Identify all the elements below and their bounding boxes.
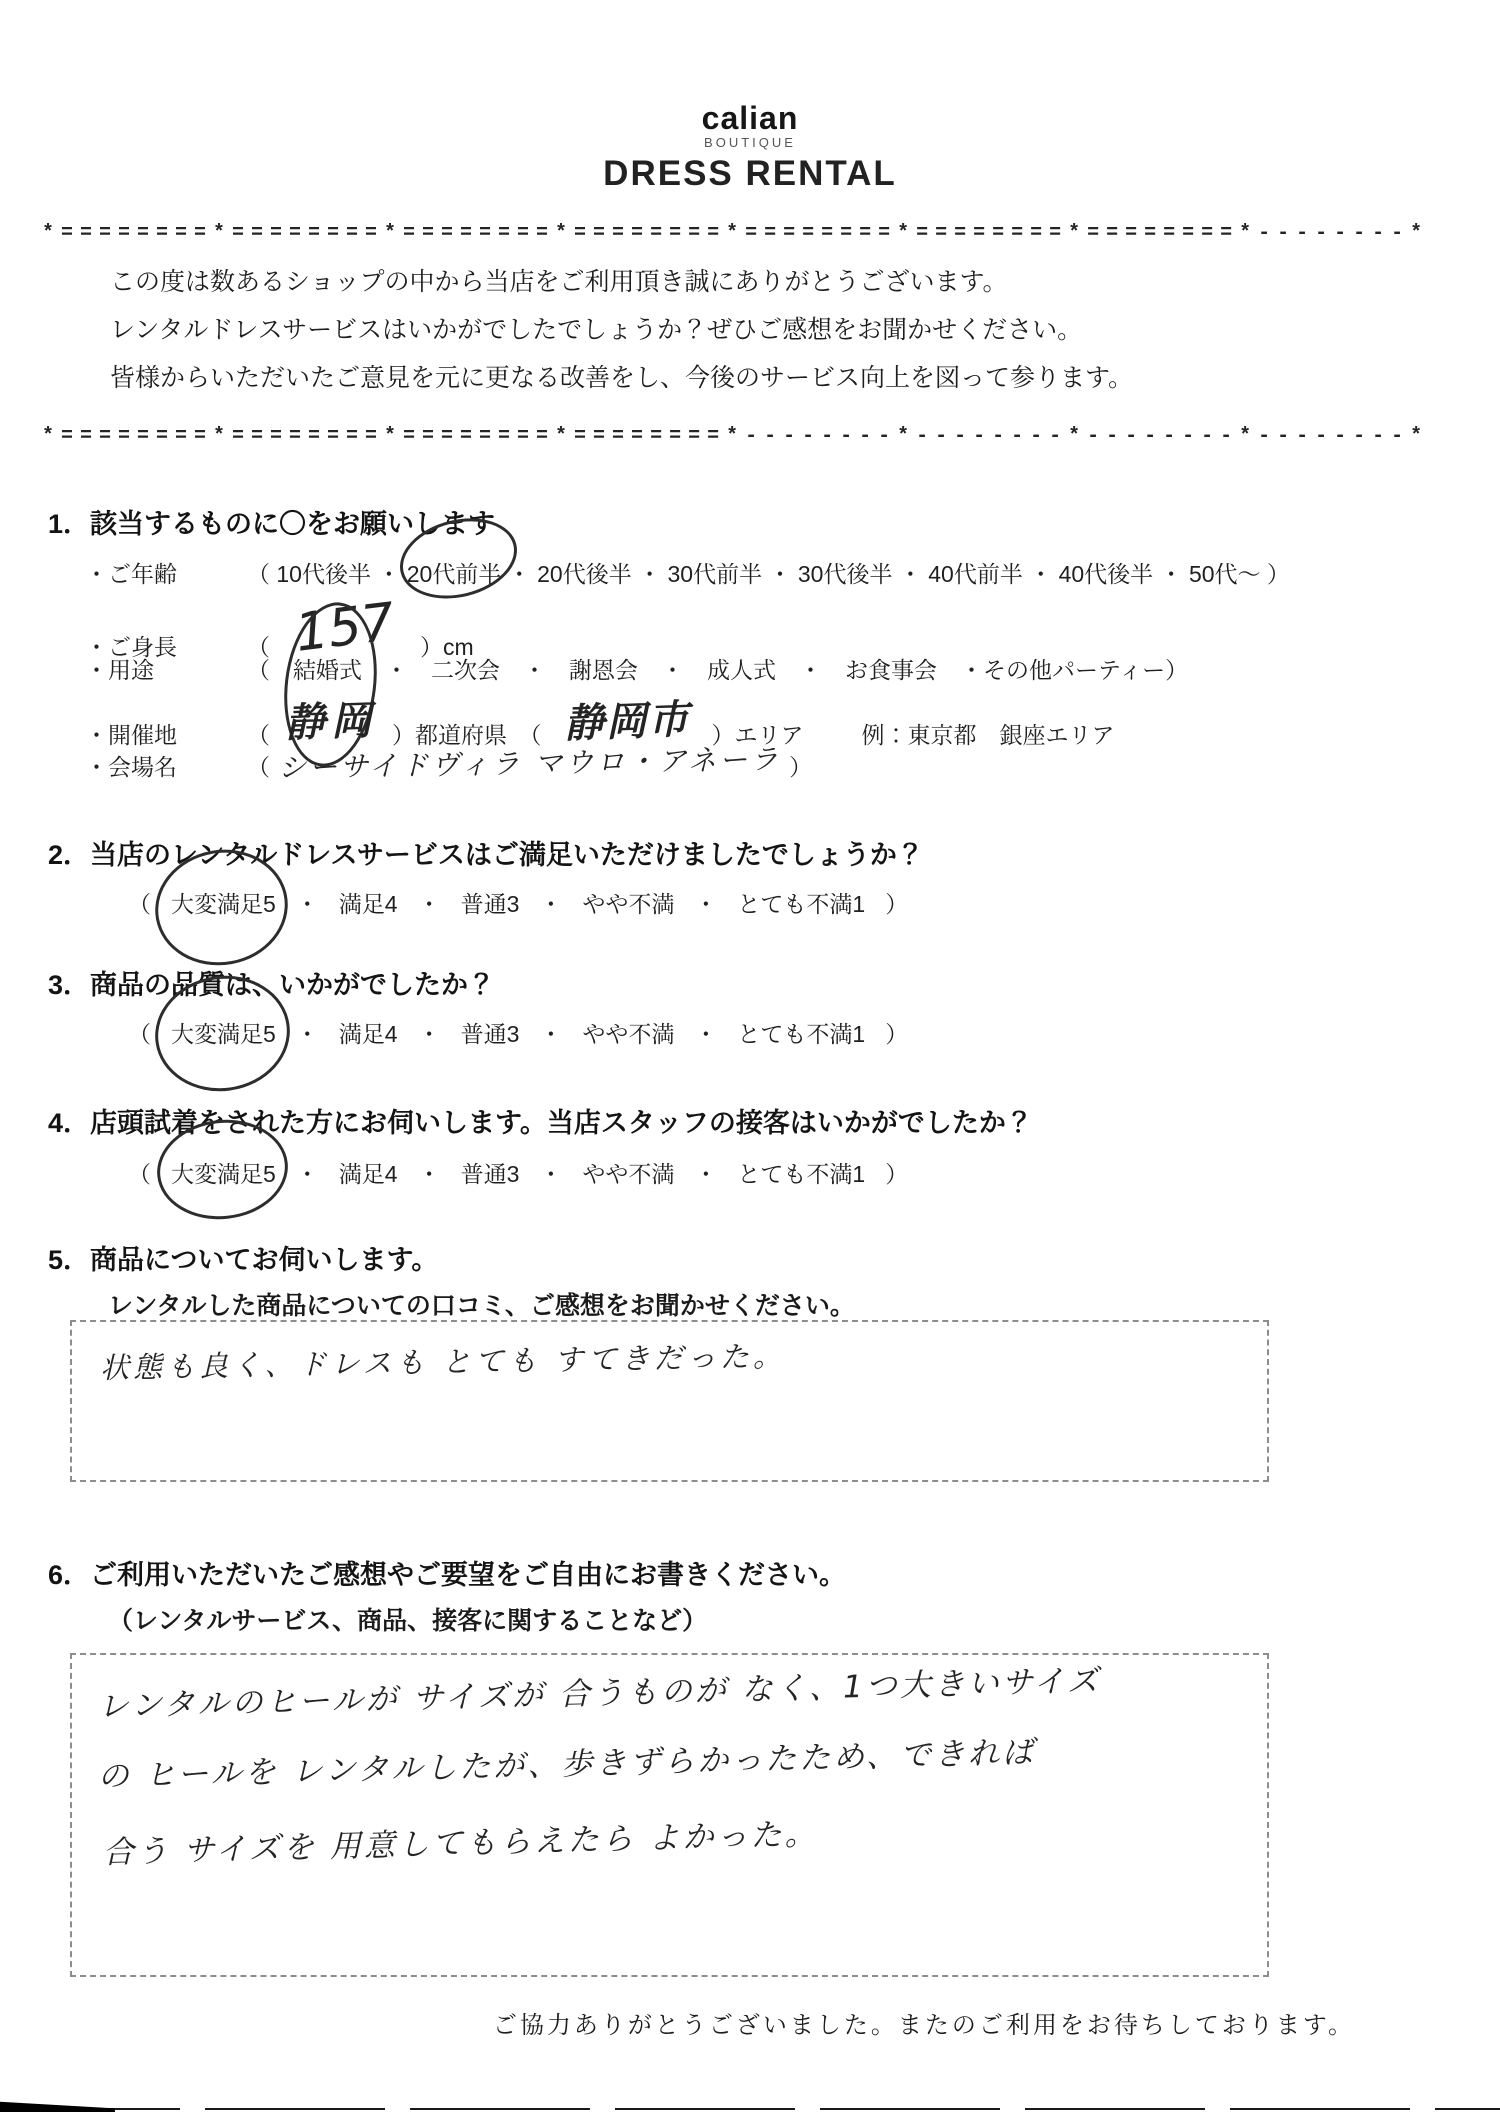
q1-age-options-post: ・ 20代後半 ・ 30代前半 ・ 30代後半 ・ 40代前半 ・ 40代後半 ・ 50代～ ） — [501, 561, 1290, 587]
q1-venue-example: 例：東京都 銀座エリア — [861, 722, 1115, 748]
q5-heading: 5．商品についてお伺いします。 — [48, 1245, 439, 1275]
q1-height-handwritten-value: 157 — [292, 592, 398, 664]
rating-option: 普通3 — [460, 1161, 520, 1187]
rating-paren-close: ） — [885, 891, 909, 917]
q1-age-selected-option: 20代前半 — [407, 556, 502, 589]
rating-option: やや不満 — [582, 1021, 675, 1047]
q4-selected-option: 大変満足5 — [171, 1156, 276, 1189]
q1-age-row — [85, 556, 1290, 589]
rating-paren-open: （ — [128, 891, 151, 917]
rating-option: とても不満1 — [737, 1161, 866, 1187]
q2-selected-option: 大変満足5 — [171, 886, 276, 919]
q1-venue-paren-open: （ — [247, 722, 270, 748]
rating-separator: ・ — [295, 1161, 319, 1187]
intro-paragraph — [110, 258, 1133, 402]
rating-separator: ・ — [295, 891, 319, 917]
q1-venue-paren-close: ）エリア — [711, 722, 804, 748]
q6-heading: 6．ご利用いただいたご感想やご要望をご自由にお書きください。 — [48, 1560, 847, 1590]
q6-handwritten-answer-line: レンタルのヒールが サイズが 合うものが なく、1つ大きいサイズ — [97, 1662, 1102, 1725]
q1-venue-prefecture-handwritten: 静岡 — [284, 697, 378, 747]
q1-purpose-selected-option: 結婚式 — [293, 652, 362, 685]
q2-heading: 2．当店のレンタルドレスサービスはご満足いただけましたでしょうか？ — [48, 840, 924, 870]
rating-paren-open: （ — [128, 1161, 151, 1187]
rating-option: 満足4 — [338, 1021, 398, 1047]
header — [0, 100, 1500, 194]
q1-purpose-options-post: ・ 二次会 ・ 謝恩会 ・ 成人式 ・ お食事会 ・その他パーティー） — [362, 657, 1189, 683]
divider-top: *========*========*========*========*========*========*========*--------* — [42, 222, 1430, 245]
q1-height-label: ・ご身長 — [85, 634, 177, 660]
document-title: DRESS RENTAL — [603, 154, 897, 193]
rating-separator: ・ — [694, 1021, 718, 1047]
scan-artifact-wedge — [0, 2100, 115, 2112]
intro-line: この度は数あるショップの中から当店をご利用頂き誠にありがとうございます。 — [110, 268, 1008, 296]
q6-subtitle: （レンタルサービス、商品、接客に関することなど） — [108, 1607, 708, 1635]
q1-venue-city-handwritten: 静岡市 — [562, 696, 691, 748]
q6-answer-box — [70, 1653, 1269, 1977]
q1-hall-handwritten-value: シーサイドヴィラ マウロ・アネーラ — [277, 742, 782, 785]
q4-heading: 4．店頭試着をされた方にお伺いします。当店スタッフの接客はいかがでしたか？ — [48, 1108, 1033, 1138]
q3-selected-option: 大変満足5 — [171, 1016, 276, 1049]
q1-purpose-paren-open: （ — [247, 657, 293, 683]
rating-option: やや不満 — [582, 1161, 675, 1187]
q6-handwritten-answer-line: の ヒールを レンタルしたが、歩きずらかったため、できれば — [97, 1734, 1037, 1795]
rating-separator: ・ — [694, 891, 718, 917]
q1-purpose-row — [85, 652, 1188, 685]
rating-option: 満足4 — [338, 891, 398, 917]
q1-heading: 1．該当するものに〇をお願いします — [48, 509, 496, 539]
rating-separator: ・ — [417, 1021, 441, 1047]
rating-separator: ・ — [694, 1161, 718, 1187]
intro-line: 皆様からいただいたご意見を元に更なる改善をし、今後のサービス向上を図って参ります。 — [110, 364, 1134, 392]
q1-age-label: ・ご年齢 — [85, 561, 177, 587]
q4-rating-options — [128, 1156, 908, 1189]
q3-rating-options — [128, 1016, 908, 1049]
intro-line: レンタルドレスサービスはいかがでしたでしょうか？ぜひご感想をお聞かせください。 — [110, 316, 1083, 344]
rating-separator: ・ — [417, 891, 441, 917]
q2-rating-options — [128, 886, 908, 919]
divider-mid: *========*========*========*========*--------*--------*--------*--------* — [42, 425, 1430, 448]
rating-separator: ・ — [539, 1161, 563, 1187]
rating-option: 満足4 — [338, 1161, 398, 1187]
q1-height-paren-close: ）cm — [420, 634, 474, 660]
q5-subtitle: レンタルした商品についての口コミ、ご感想をお聞かせください。 — [108, 1292, 855, 1320]
q1-hall-paren-close: ） — [789, 754, 813, 780]
q1-age-options-pre: （ 10代後半 ・ — [247, 561, 407, 587]
rating-option: とても不満1 — [737, 891, 866, 917]
rating-separator: ・ — [539, 1021, 563, 1047]
q1-purpose-label: ・用途 — [85, 657, 154, 683]
q5-handwritten-answer: 状態も良く、ドレスも とても すてきだった。 — [99, 1339, 787, 1385]
q1-venue-label: ・開催地 — [85, 722, 177, 748]
rating-paren-open: （ — [128, 1021, 151, 1047]
q3-heading: 3．商品の品質は、いかがでしたか？ — [48, 970, 496, 1000]
rating-option: 普通3 — [460, 891, 520, 917]
brand-logo: calian — [701, 100, 799, 136]
rating-option: やや不満 — [582, 891, 675, 917]
rating-paren-close: ） — [885, 1021, 909, 1047]
brand-subtitle: BOUTIQUE — [704, 135, 796, 150]
rating-paren-close: ） — [885, 1161, 909, 1187]
scan-artifact-line — [0, 2108, 1500, 2110]
q5-answer-box — [70, 1320, 1269, 1482]
rating-separator: ・ — [539, 891, 563, 917]
q1-height-paren-open: （ — [247, 634, 270, 660]
q1-hall-paren-open: （ — [247, 754, 270, 780]
footer-thanks: ご協力ありがとうございました。またのご利用をお待ちしております。 — [492, 2012, 1355, 2039]
rating-option: 普通3 — [460, 1021, 520, 1047]
rating-separator: ・ — [295, 1021, 319, 1047]
rating-separator: ・ — [417, 1161, 441, 1187]
q6-handwritten-answer-line: 合う サイズを 用意してもらえたら よかった。 — [102, 1816, 820, 1871]
q1-venue-mid-label: ）都道府県 （ — [392, 722, 542, 748]
q1-hall-label: ・会場名 — [85, 754, 177, 780]
q1-hall-row — [85, 744, 812, 784]
rating-option: とても不満1 — [737, 1021, 866, 1047]
